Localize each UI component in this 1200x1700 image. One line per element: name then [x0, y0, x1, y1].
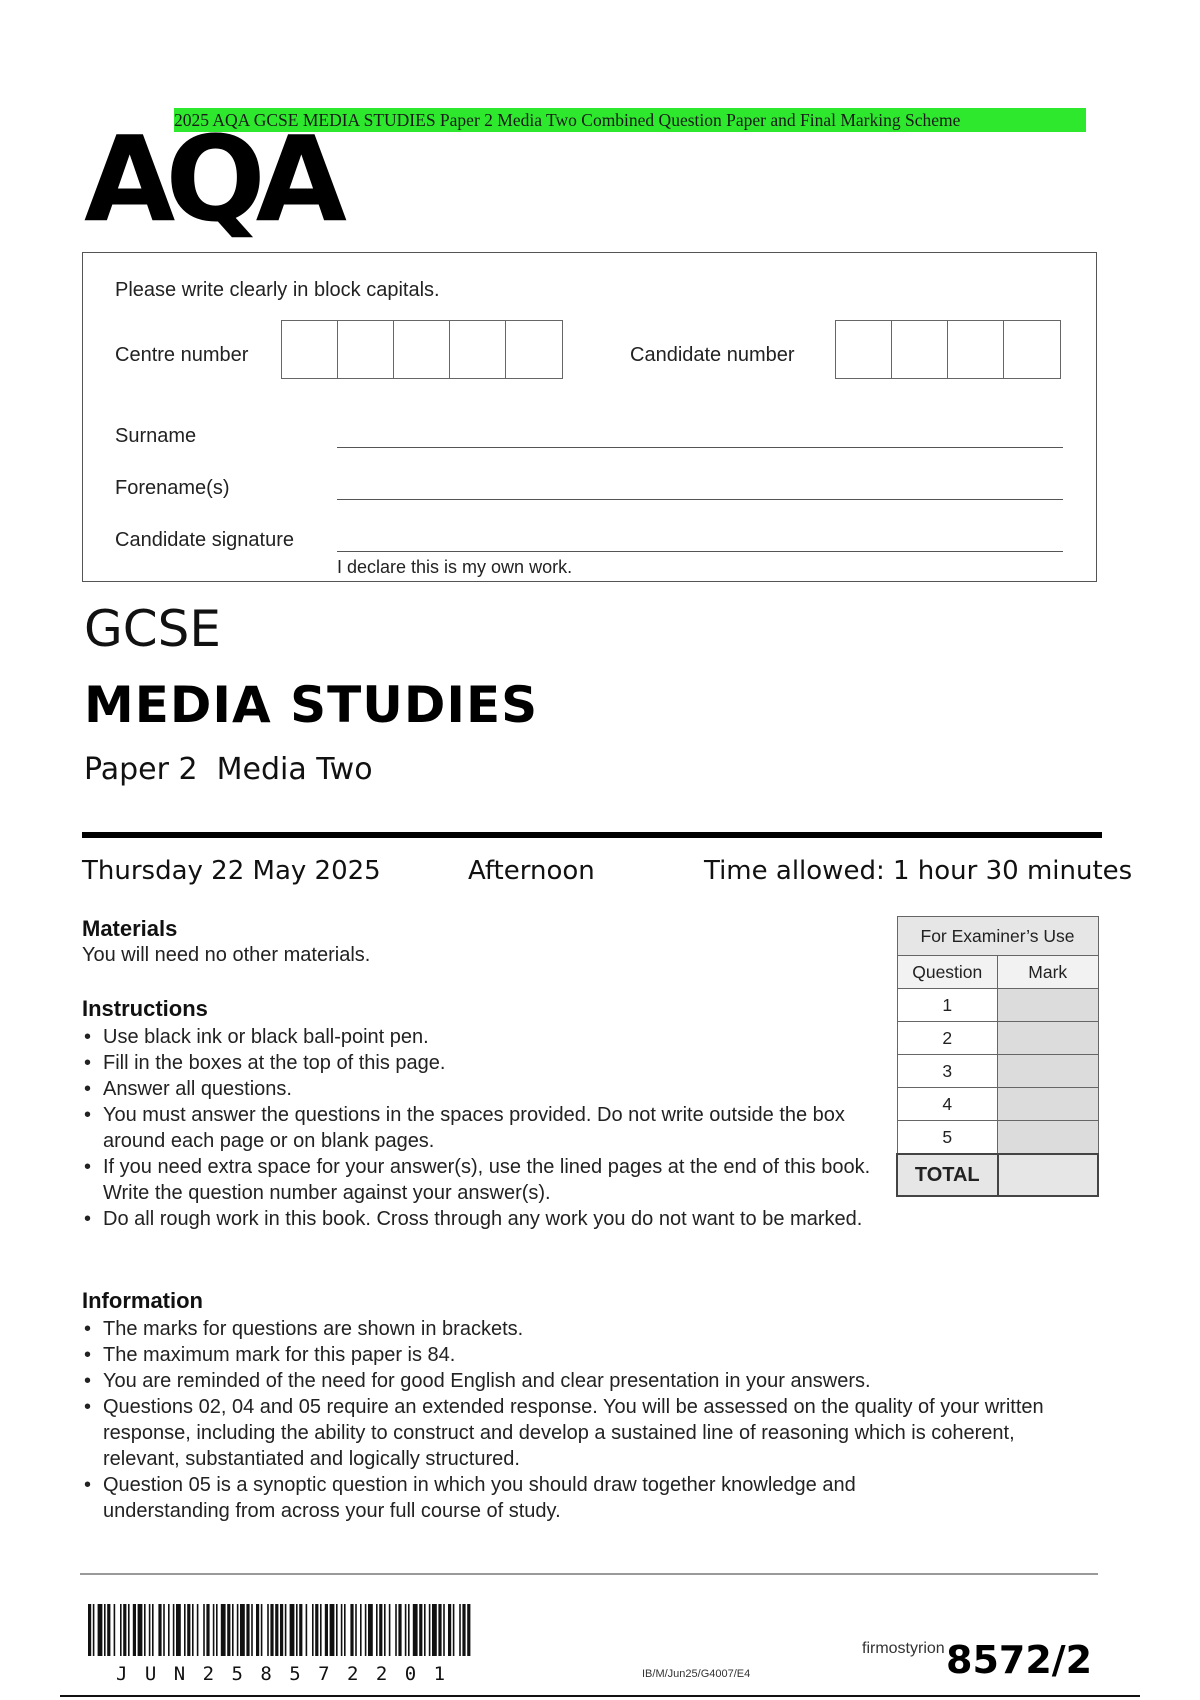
forename-label: Forename(s): [115, 477, 230, 499]
barcode-bar: [296, 1604, 298, 1656]
barcode-bar: [168, 1604, 170, 1656]
barcode-bar: [432, 1604, 437, 1656]
barcode-bar: [413, 1604, 418, 1656]
barcode-bar: [438, 1604, 441, 1656]
signature-label: Candidate signature: [115, 529, 295, 551]
watermark-text: firmostyrion: [862, 1640, 945, 1657]
barcode-bar: [203, 1604, 205, 1656]
surname-label: Surname: [115, 425, 197, 447]
centre-number-label: Centre number: [115, 344, 249, 366]
barcode-bar: [232, 1604, 234, 1656]
document-title-banner: 2025 AQA GCSE MEDIA STUDIES Paper 2 Media Two Combined Question Paper and Final Marking Scheme: [174, 108, 1086, 132]
barcode-bar: [213, 1604, 215, 1656]
barcode-bar: [360, 1604, 362, 1656]
barcode-bar: [88, 1604, 91, 1656]
mark-cell[interactable]: [998, 989, 1099, 1022]
question-number: 1: [897, 989, 998, 1022]
centre-number-boxes: [281, 320, 563, 379]
barcode-bar: [133, 1604, 136, 1656]
paper-code: 8572/2: [946, 1638, 1093, 1682]
forename-field[interactable]: [337, 499, 1063, 500]
information-list: [82, 1316, 1082, 1524]
footer-reference-code: IB/M/Jun25/G4007/E4: [642, 1668, 751, 1680]
barcode-bar: [429, 1604, 431, 1656]
centre-number-digit-box[interactable]: [506, 321, 562, 378]
mark-cell[interactable]: [998, 1022, 1099, 1055]
barcode-bar: [256, 1604, 259, 1656]
barcode-bar: [330, 1604, 335, 1656]
total-mark-cell[interactable]: [998, 1154, 1099, 1196]
barcode-bar: [176, 1604, 181, 1656]
list-item: • The marks for questions are shown in brackets.: [82, 1316, 1082, 1342]
paper-title: Paper 2 Media Two: [84, 752, 373, 787]
candidate-number-label: Candidate number: [630, 344, 795, 366]
barcode-bar: [344, 1604, 346, 1656]
barcode-bar: [405, 1604, 407, 1656]
qualification-title: GCSE: [84, 600, 221, 658]
barcode-bar: [206, 1604, 209, 1656]
barcode-text: J U N 2 5 8 5 7 2 2 0 1: [116, 1663, 449, 1685]
barcode-bar: [320, 1604, 322, 1656]
barcode-bar: [149, 1604, 151, 1656]
mark-cell[interactable]: [998, 1121, 1099, 1155]
barcode-bar: [462, 1604, 465, 1656]
page-bottom-border: [60, 1695, 1140, 1697]
barcode-bar: [376, 1604, 378, 1656]
barcode-bar: [120, 1604, 122, 1656]
barcode-bar: [365, 1604, 367, 1656]
mark-cell[interactable]: [998, 1088, 1099, 1121]
candidate-number-digit-box[interactable]: [892, 321, 948, 378]
list-item: • Fill in the boxes at the top of this page.: [82, 1050, 882, 1076]
barcode-bar: [306, 1604, 308, 1656]
mark-cell[interactable]: [998, 1055, 1099, 1088]
centre-number-digit-box[interactable]: [450, 321, 506, 378]
instructions-heading: Instructions: [82, 996, 208, 1021]
heading-divider: [82, 832, 1102, 838]
barcode-bar: [467, 1604, 470, 1656]
barcode-bar: [104, 1604, 106, 1656]
barcode-bar: [368, 1604, 373, 1656]
barcode-bar: [280, 1604, 283, 1656]
barcode-bar: [152, 1604, 154, 1656]
barcode-bar: [398, 1604, 401, 1656]
time-allowed: Time allowed: 1 hour 30 minutes: [704, 856, 1133, 886]
list-item: • Questions 02, 04 and 05 require an extended response. You will be assessed on the quality of your written response, including the ability to construct and develop a sustained line of reasoning which is coherent, relevant, substantiated and logically structured.: [82, 1394, 1082, 1472]
barcode-bar: [107, 1604, 110, 1656]
mark-column-header: Mark: [998, 956, 1099, 989]
barcode-bar: [192, 1604, 194, 1656]
list-item: • If you need extra space for your answer(s), use the lined pages at the end of this book. Write the question number against your answer(s).: [82, 1154, 882, 1206]
barcode-bar: [267, 1604, 269, 1656]
candidate-number-digit-box[interactable]: [948, 321, 1004, 378]
barcode-bar: [216, 1604, 218, 1656]
barcode-bar: [240, 1604, 245, 1656]
candidate-number-digit-box[interactable]: [836, 321, 892, 378]
subject-title: MEDIA STUDIES: [84, 676, 539, 734]
barcode-bar: [448, 1604, 451, 1656]
barcode-bar: [187, 1604, 190, 1656]
barcode-bar: [128, 1604, 130, 1656]
barcode-bar: [221, 1604, 226, 1656]
question-column-header: Question: [897, 956, 998, 989]
barcode-bar: [419, 1604, 422, 1656]
barcode-bar: [290, 1604, 295, 1656]
barcode-bar: [285, 1604, 287, 1656]
barcode-bar: [251, 1604, 253, 1656]
instructions-list: [82, 1024, 882, 1232]
barcode-bar: [395, 1604, 397, 1656]
barcode-bar: [144, 1604, 146, 1656]
centre-number-digit-box[interactable]: [338, 321, 394, 378]
candidate-number-boxes: [835, 320, 1061, 379]
list-item: • Use black ink or black ball-point pen.: [82, 1024, 882, 1050]
barcode-bar: [424, 1604, 426, 1656]
barcode-bar: [138, 1604, 143, 1656]
barcode-bar: [227, 1604, 230, 1656]
instructions-section: [82, 996, 882, 1232]
barcode-bar: [336, 1604, 338, 1656]
materials-section: [82, 916, 882, 967]
candidate-details-box: [82, 252, 1097, 582]
centre-number-digit-box[interactable]: [394, 321, 450, 378]
materials-text: You will need no other materials.: [82, 944, 371, 966]
question-number: 4: [897, 1088, 998, 1121]
barcode-bar: [453, 1604, 455, 1656]
barcode-bar: [246, 1604, 249, 1656]
exam-session: Afternoon: [468, 856, 595, 886]
question-number: 2: [897, 1022, 998, 1055]
aqa-logo: AQA: [84, 110, 337, 248]
barcode-bar: [93, 1604, 95, 1656]
barcode-bar: [270, 1604, 273, 1656]
examiner-use-table: [896, 916, 1099, 1197]
barcode-bar: [123, 1604, 126, 1656]
barcode: [88, 1604, 472, 1685]
information-section: [82, 1288, 1082, 1524]
barcode-bar: [275, 1604, 278, 1656]
declaration-text: I declare this is my own work.: [337, 557, 573, 577]
examiner-use-table-wrapper: [896, 916, 1099, 1197]
question-number: 3: [897, 1055, 998, 1088]
total-label: TOTAL: [897, 1154, 998, 1196]
information-heading: Information: [82, 1288, 203, 1313]
surname-field[interactable]: [337, 447, 1063, 448]
barcode-bar: [163, 1604, 165, 1656]
barcode-bar: [299, 1604, 302, 1656]
candidate-number-digit-box[interactable]: [1004, 321, 1060, 378]
barcode-bar: [237, 1604, 239, 1656]
list-item: • You are reminded of the need for good English and clear presentation in your answers.: [82, 1368, 1082, 1394]
list-item: • Do all rough work in this book. Cross through any work you do not want to be marked.: [82, 1206, 882, 1232]
barcode-bar: [315, 1604, 318, 1656]
barcode-bar: [184, 1604, 186, 1656]
barcode-bars: [88, 1604, 472, 1656]
barcode-bar: [443, 1604, 445, 1656]
barcode-bar: [355, 1604, 357, 1656]
block-capitals-instruction: Please write clearly in block capitals.: [115, 279, 440, 301]
signature-field[interactable]: [337, 551, 1063, 552]
barcode-bar: [312, 1604, 314, 1656]
list-item: • You must answer the questions in the spaces provided. Do not write outside the box around each page or on blank pages.: [82, 1102, 882, 1154]
barcode-bar: [173, 1604, 175, 1656]
barcode-bar: [384, 1604, 386, 1656]
examiner-use-title: For Examiner’s Use: [897, 917, 1098, 956]
list-item: • Answer all questions.: [82, 1076, 882, 1102]
barcode-bar: [98, 1604, 103, 1656]
materials-heading: Materials: [82, 916, 178, 941]
barcode-bar: [114, 1604, 116, 1656]
question-number: 5: [897, 1121, 998, 1155]
list-item: • The maximum mark for this paper is 84.: [82, 1342, 1082, 1368]
barcode-bar: [261, 1604, 263, 1656]
barcode-bar: [158, 1604, 161, 1656]
barcode-bar: [389, 1604, 391, 1656]
centre-number-digit-box[interactable]: [282, 321, 338, 378]
footer-divider: [80, 1573, 1098, 1575]
exam-date: Thursday 22 May 2025: [82, 856, 381, 886]
barcode-bar: [325, 1604, 328, 1656]
barcode-bar: [459, 1604, 461, 1656]
list-item: • Question 05 is a synoptic question in which you should draw together knowledge and understanding from across your full course of study.: [82, 1472, 1082, 1524]
barcode-bar: [408, 1604, 410, 1656]
barcode-bar: [379, 1604, 382, 1656]
barcode-bar: [350, 1604, 353, 1656]
barcode-bar: [341, 1604, 343, 1656]
barcode-bar: [197, 1604, 199, 1656]
